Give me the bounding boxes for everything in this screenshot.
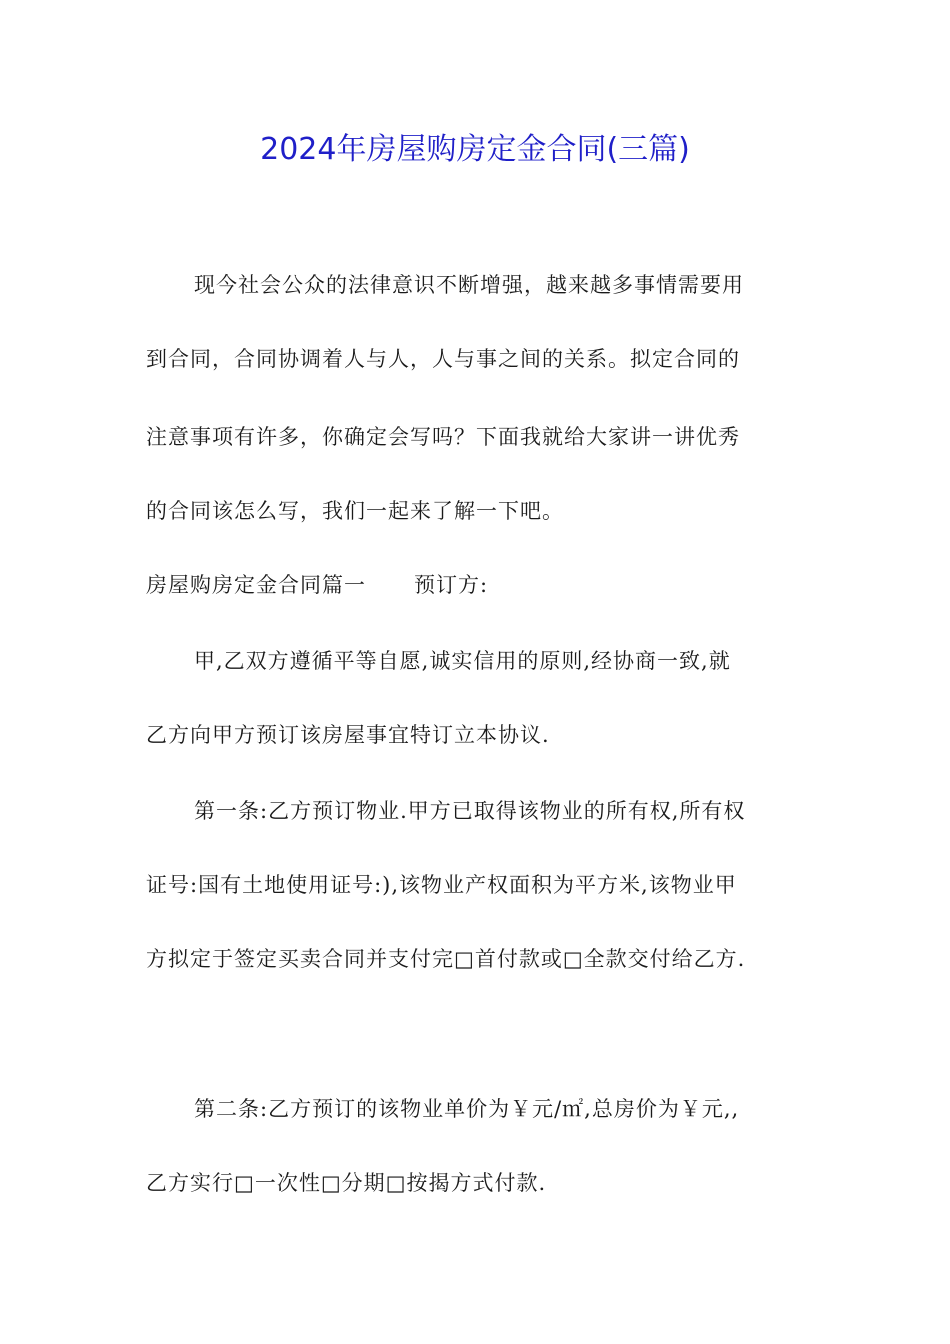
section-title: 房屋购房定金合同篇一 — [146, 573, 366, 597]
para1-line-1: 甲,乙双方遵循平等自愿,诚实信用的原则,经协商一致,就 — [194, 649, 731, 673]
article1-line-1: 第一条:乙方预订物业.甲方已取得该物业的所有权,所有权 — [194, 799, 746, 823]
document-title: 2024年房屋购房定金合同(三篇) — [260, 132, 690, 167]
article1-line-3: 方拟定于签定买卖合同并支付完□首付款或□全款交付给乙方. — [146, 947, 746, 971]
article2-line-2: 乙方实行□一次性□分期□按揭方式付款. — [146, 1171, 547, 1195]
intro-line-4: 的合同该怎么写，我们一起来了解一下吧。 — [146, 499, 564, 523]
intro-line-3: 注意事项有许多，你确定会写吗？下面我就给大家讲一讲优秀 — [146, 425, 740, 449]
intro-line-1: 现今社会公众的法律意识不断增强，越来越多事情需要用 — [194, 273, 744, 297]
para1-line-2: 乙方向甲方预订该房屋事宜特订立本协议. — [146, 723, 550, 747]
article1-line-2: 证号:国有土地使用证号:),该物业产权面积为平方米,该物业甲 — [146, 873, 737, 897]
intro-line-2: 到合同，合同协调着人与人，人与事之间的关系。拟定合同的 — [146, 347, 740, 371]
article2-line-1: 第二条:乙方预订的该物业单价为￥元/㎡,总房价为￥元,, — [194, 1097, 740, 1121]
party-label: 预订方: — [414, 573, 489, 597]
section-heading — [146, 570, 810, 600]
